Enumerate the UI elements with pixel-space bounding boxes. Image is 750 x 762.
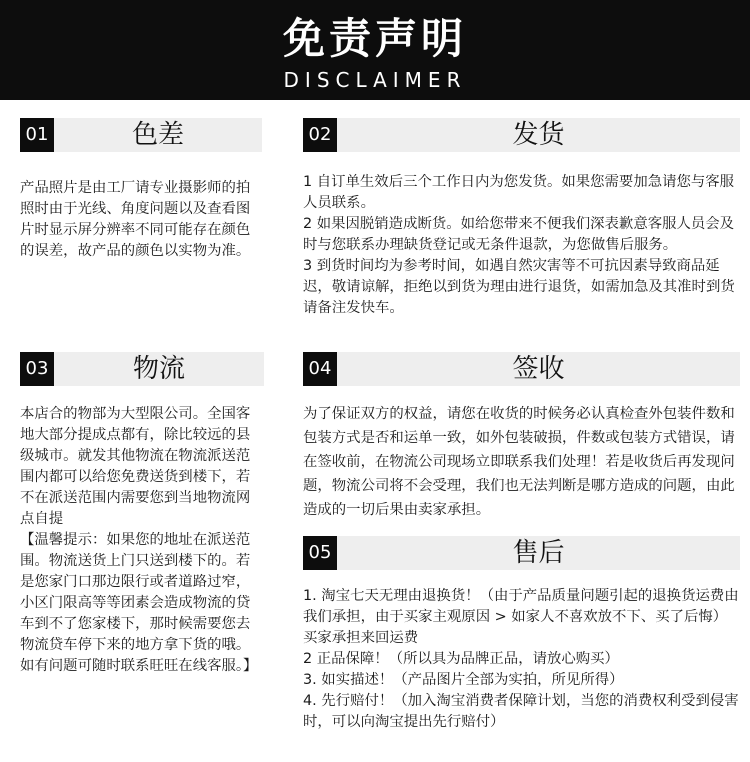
section-title: 发货 <box>512 120 565 150</box>
paragraph: 1. 淘宝七天无理由退换货！（由于产品质量问题引起的退换货运费由我们承担，由于买家主观原因 > 如家人不喜欢放不下、买了后悔）买家承担来回运费 <box>303 588 739 646</box>
section-title: 售后 <box>512 538 565 568</box>
section-body <box>303 402 740 522</box>
section-body <box>20 404 264 677</box>
section-number: 01 <box>20 118 54 152</box>
section-logistics <box>20 352 264 677</box>
paragraph: 1 自订单生效后三个工作日内为您发货。如果您需要加急请您与客服人员联系。 <box>303 174 735 211</box>
warm-tip: 【温馨提示：如果您的地址在派送范围。物流送货上门只送到楼下的。若是您家门口那边限行或者道路过窄，小区门限高等等团素会造成物流的贷车到不了您家楼下，那时候需要您去物流贷车停下来的地方拿下货的哦。如有问题可随时联系旺旺在线客服。】 <box>20 532 258 674</box>
section-header <box>303 536 740 570</box>
paragraph: 2 如果因脱销造成断货。如给您带来不便我们深表歉意客服人员会及时与您联系办理缺货登记或无条件退款，为您做售后服务。 <box>303 216 735 253</box>
section-header <box>20 352 264 386</box>
banner-subtitle: DISCLAIMER <box>283 68 467 92</box>
section-body <box>303 586 740 733</box>
paragraph: 3. 如实描述！（产品图片全部为实拍，所见所得） <box>303 672 624 688</box>
paragraph: 3 到货时间均为参考时间，如遇自然灾害等不可抗因素导致商品延迟，敬请谅解，拒绝以到货为理由进行退货，如需加急及其准时到货请备注发快车。 <box>303 258 735 316</box>
paragraph: 为了保证双方的权益，请您在收货的时候务必认真检查外包装件数和包装方式是否和运单一致，如外包装破损，件数或包装方式错误，请在签收前，在物流公司现场立即联系我们处理！若是收货后再发现问题，物流公司将不会受理，我们也无法判断是哪方造成的问题，由此造成的一切后果由卖家承担。 <box>303 406 735 518</box>
section-header <box>303 118 740 152</box>
section-title: 签收 <box>512 354 565 384</box>
section-color-difference <box>20 118 262 262</box>
paragraph: 2 正品保障！（所以具为品牌正品，请放心购买） <box>303 651 619 667</box>
paragraph: 4. 先行赔付！（加入淘宝消费者保障计划，当您的消费权利受到侵害时，可以向淘宝提出先行赔付） <box>303 693 739 730</box>
section-header <box>20 118 262 152</box>
section-signing <box>303 352 740 522</box>
section-header <box>303 352 740 386</box>
section-body <box>20 178 262 262</box>
section-number: 04 <box>303 352 337 386</box>
paragraph: 产品照片是由工厂请专业摄影师的拍照时由于光线、角度问题以及查看图片时显示屏分辨率不同可能存在颜色的误差，故产品的颜色以实物为准。 <box>20 180 251 259</box>
section-number: 03 <box>20 352 54 386</box>
section-title: 物流 <box>132 354 185 384</box>
section-title: 色差 <box>131 120 184 150</box>
section-after-sales <box>303 536 740 733</box>
paragraph: 本店合的物部为大型限公司。全国客地大部分提成点都有，除比较远的县级城市。就发其他物流在物流派送范围内都可以给您免费送货到楼下，若不在派送范围内需要您到当地物流网点自提 <box>20 406 251 527</box>
disclaimer-banner <box>0 0 750 100</box>
section-shipping <box>303 118 740 319</box>
section-number: 02 <box>303 118 337 152</box>
section-body <box>303 172 740 319</box>
banner-title: 免责声明 <box>282 14 467 63</box>
section-number: 05 <box>303 536 337 570</box>
